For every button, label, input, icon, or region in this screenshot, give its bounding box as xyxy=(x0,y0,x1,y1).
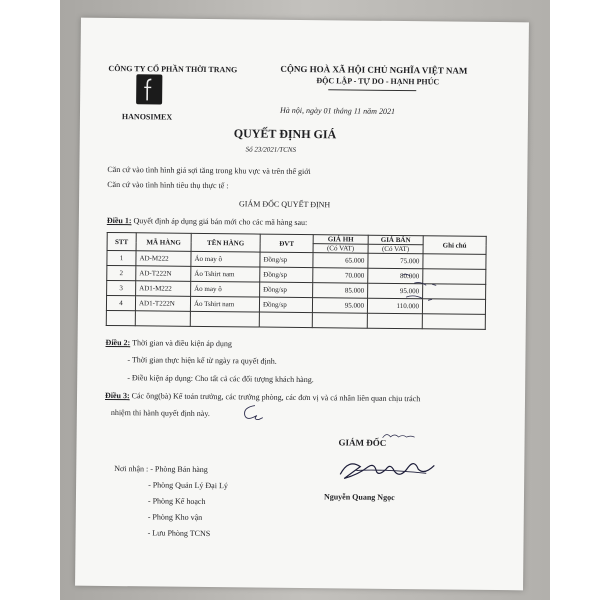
article-3-label: Điều 3: xyxy=(104,390,130,401)
national-motto: ĐỘC LẬP - TỰ DO - HẠNH PHÚC xyxy=(316,76,440,87)
cell-price-hh: 65.000 xyxy=(313,253,368,269)
article-2 xyxy=(106,338,232,348)
cell-stt: 1 xyxy=(107,250,136,265)
recipient-item: - Phòng Quản Lý Đại Lý xyxy=(148,480,228,491)
cell-price-ban: 95.000 xyxy=(368,283,423,299)
article-3-text-2: nhiệm thi hành quyết định này. xyxy=(110,408,210,419)
header-price-ban: GIÁ BÁN xyxy=(368,235,423,245)
header-price-ban-vat: (Có VAT) xyxy=(368,244,423,254)
cell-price-hh: 85.000 xyxy=(313,283,368,299)
header-code: MÃ HÀNG xyxy=(136,233,191,252)
cell-unit: Đồng/sp xyxy=(259,297,312,313)
cell-code: AD1-M222 xyxy=(136,281,191,297)
document-number: Số 23/2021/TCNS xyxy=(245,145,297,154)
cell-stt: 4 xyxy=(106,295,135,310)
article-1-label: Điều 1: xyxy=(106,215,132,226)
signer-name: Nguyễn Quang Ngọc xyxy=(323,492,395,502)
recipient-item: - Phòng Kế hoạch xyxy=(147,496,206,506)
logo-f-icon xyxy=(136,74,162,104)
cell-name: Áo Tshirt nam xyxy=(190,296,259,312)
document-page xyxy=(75,18,529,591)
cell-name: Áo may ô xyxy=(191,281,260,297)
cell-code: AD-T222N xyxy=(136,266,191,282)
motto-underline xyxy=(328,89,416,91)
cell-price-ban: 75.000 xyxy=(368,253,423,269)
recipient-item: - Lưu Phòng TCNS xyxy=(147,528,211,539)
article-2-text: Thời gian và điều kiện áp dụng xyxy=(130,338,232,349)
recipient-item: - Phòng Kho vận xyxy=(147,512,203,522)
director-signature xyxy=(330,448,440,489)
cell-unit: Đồng/sp xyxy=(260,282,313,298)
director-title: GIÁM ĐỐC xyxy=(338,437,387,448)
article-2-item-1: - Thời gian thực hiện kể từ ngày ra quyết định. xyxy=(127,355,277,366)
cell-unit: Đồng/sp xyxy=(260,267,313,283)
article-1 xyxy=(107,216,308,227)
initial-mark xyxy=(237,401,265,423)
document-title: QUYẾT ĐỊNH GIÁ xyxy=(233,126,337,142)
cell-code: AD1-T222N xyxy=(135,296,190,312)
basis-line-1: Căn cứ vào tình hình giá sợi tăng trong khu vực và trên thế giới xyxy=(107,164,311,177)
article-3-text: Các ông(bà) Kế toán trưởng, các trưởng phòng, các đơn vị và cá nhân liên quan chịu trách xyxy=(129,391,421,404)
table-header-row xyxy=(107,232,486,245)
cell-code: AD-M222 xyxy=(136,251,191,267)
cell-name: Áo Tshirt nam xyxy=(191,266,260,282)
cell-stt: 2 xyxy=(107,265,136,280)
national-title: CỘNG HOÀ XÃ HỘI CHỦ NGHĨA VIỆT NAM xyxy=(280,63,468,76)
header-price-hh: GIÁ HH xyxy=(313,235,368,245)
article-2-item-2: - Điều kiện áp dụng: Cho tất cả các đối tượng khách hàng. xyxy=(127,373,314,385)
handwritten-note xyxy=(381,429,417,443)
header-name: TÊN HÀNG xyxy=(191,233,260,252)
article-2-label: Điều 2: xyxy=(105,337,131,348)
header-note: Ghi chú xyxy=(423,236,486,255)
company-brand: HANOSIMEX xyxy=(121,112,173,122)
article-1-text: Quyết định áp dụng giá bán mới cho các mã hàng sau: xyxy=(131,216,308,228)
cell-price-hh: 70.000 xyxy=(313,268,368,284)
header-price-hh-vat: (Có VAT) xyxy=(313,244,368,254)
company-logo xyxy=(136,74,162,104)
cell-stt: 3 xyxy=(107,280,136,295)
header-stt: STT xyxy=(107,232,136,250)
cell-price-hh: 95.000 xyxy=(312,298,367,314)
cell-unit: Đồng/sp xyxy=(260,252,313,268)
recipients-label: Nơi nhận : - Phòng Bán hàng xyxy=(114,464,208,475)
basis-line-2: Căn cứ vào tình hình tiêu thụ thực tế : xyxy=(107,179,229,191)
company-name: CÔNG TY CỔ PHẦN THỜI TRANG xyxy=(108,63,238,75)
handwritten-marks xyxy=(396,267,466,314)
director-decides: GIÁM ĐỐC QUYẾT ĐỊNH xyxy=(238,199,331,210)
date-line: Hà nội, ngày 01 tháng 11 năm 2021 xyxy=(279,105,396,116)
cell-name: Áo may ô xyxy=(191,251,260,267)
header-unit: ĐVT xyxy=(260,234,313,253)
cell-price-ban: 110.000 xyxy=(367,298,422,314)
cell-price-ban: 80.000 xyxy=(368,268,423,284)
